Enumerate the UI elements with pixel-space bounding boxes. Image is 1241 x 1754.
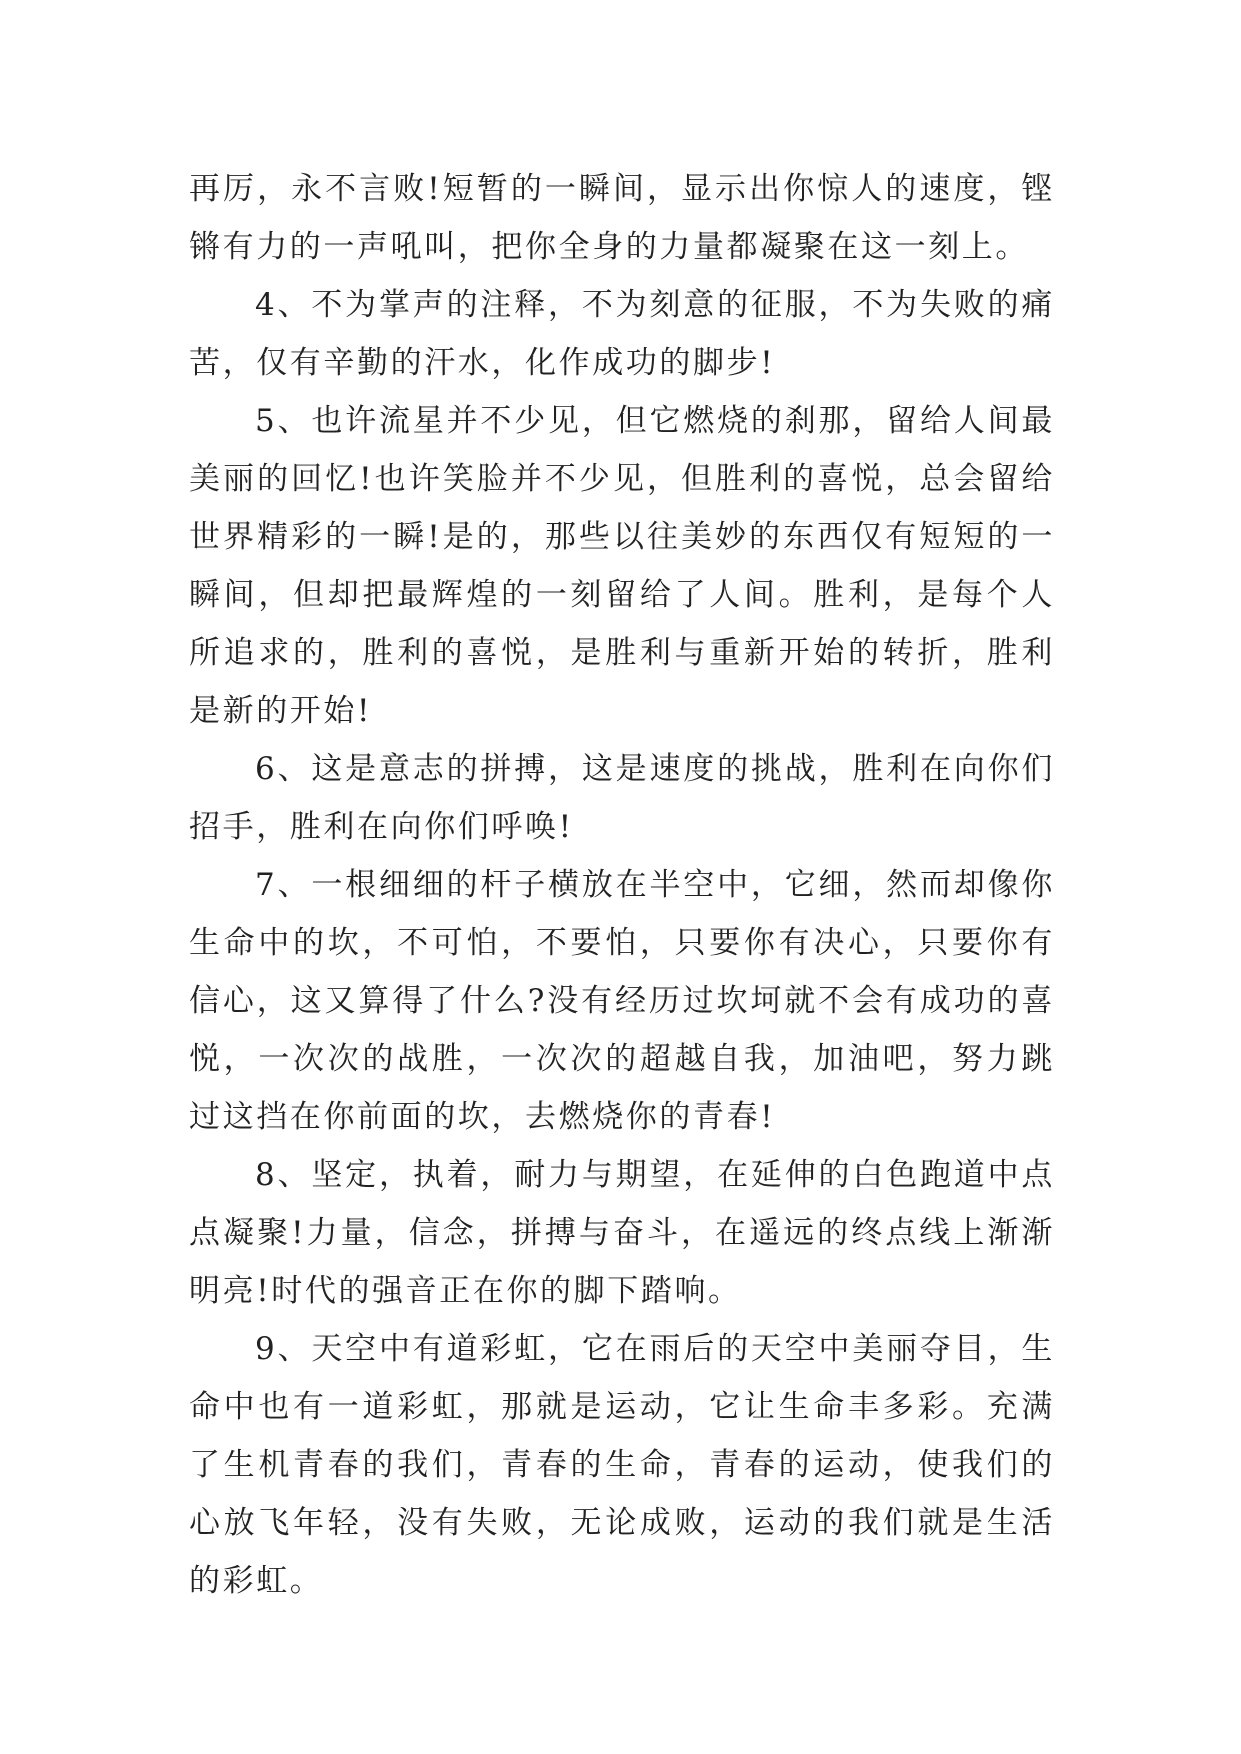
paragraph-item-6: 6、这是意志的拼搏，这是速度的挑战，胜利在向你们招手，胜利在向你们呼唤! bbox=[189, 751, 1055, 845]
paragraph-item-7: 7、一根细细的杆子横放在半空中，它细，然而却像你生命中的坎，不可怕，不要怕，只要你有决心，只要你有信心，这又算得了什么?没有经历过坎坷就不会有成功的喜悦，一次次的战胜，一次次的超越自我，加油吧，努力跳过这挡在你前面的坎，去燃烧你的青春! bbox=[189, 867, 1055, 1135]
paragraph-item-4: 4、不为掌声的注释，不为刻意的征服，不为失败的痛苦，仅有辛勤的汗水，化作成功的脚步! bbox=[189, 287, 1055, 381]
paragraph-item-8: 8、坚定，执着，耐力与期望，在延伸的白色跑道中点点凝聚!力量，信念，拼搏与奋斗，在遥远的终点线上渐渐明亮!时代的强音正在你的脚下踏响。 bbox=[189, 1157, 1055, 1309]
paragraph-item-5: 5、也许流星并不少见，但它燃烧的刹那，留给人间最美丽的回忆!也许笑脸并不少见，但胜利的喜悦，总会留给世界精彩的一瞬!是的，那些以往美妙的东西仅有短短的一瞬间，但却把最辉煌的一刻留给了人间。胜利，是每个人所追求的，胜利的喜悦，是胜利与重新开始的转折，胜利是新的开始! bbox=[189, 403, 1055, 729]
paragraph-item-9: 9、天空中有道彩虹，它在雨后的天空中美丽夺目，生命中也有一道彩虹，那就是运动，它让生命丰多彩。充满了生机青春的我们，青春的生命，青春的运动，使我们的心放飞年轻，没有失败，无论成败，运动的我们就是生活的彩虹。 bbox=[189, 1331, 1055, 1599]
paragraph-continued: 再厉，永不言败!短暂的一瞬间，显示出你惊人的速度，铿锵有力的一声吼叫，把你全身的力量都凝聚在这一刻上。 bbox=[189, 171, 1055, 265]
document-body bbox=[189, 160, 1055, 1610]
